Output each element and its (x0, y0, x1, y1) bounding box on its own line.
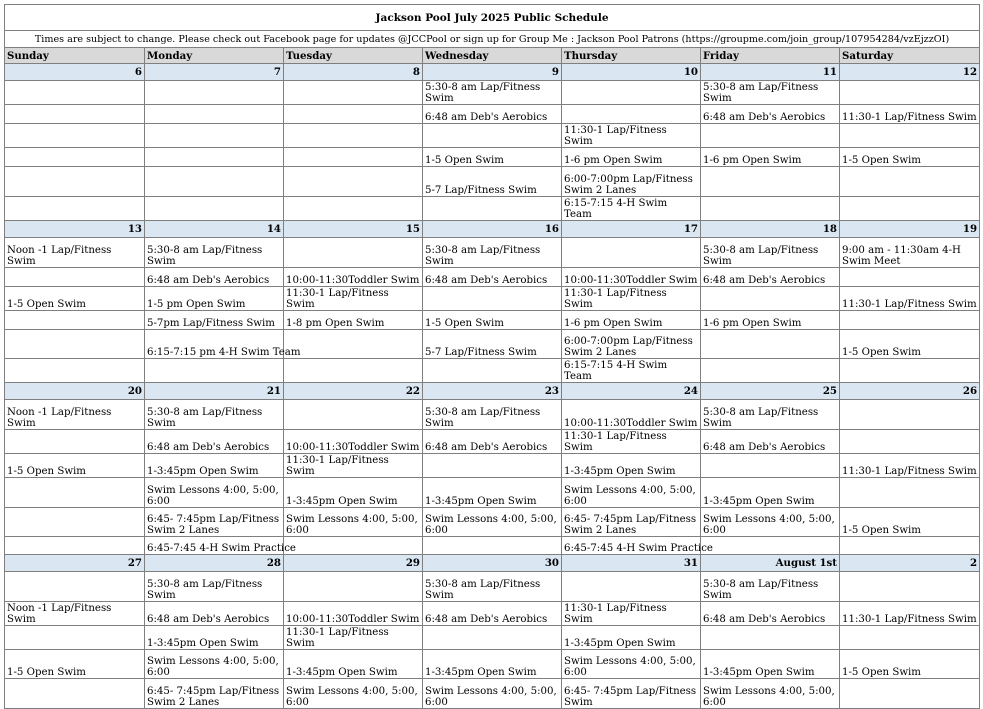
activity-cell-tuesday: 1-8 pm Open Swim (284, 311, 423, 330)
schedule-notice: Times are subject to change. Please check out Facebook page for updates @JCCPool or sign up for Group Me : Jackson Pool Patrons (https://groupme.com/join_group/107954284/vzEjzzOI) (5, 31, 980, 48)
activity-cell-saturday (840, 167, 980, 197)
activity-cell-friday (701, 454, 840, 478)
date-cell-monday: 7 (145, 64, 284, 81)
activity-cell-wednesday (423, 287, 562, 311)
activity-cell-wednesday: 1-5 Open Swim (423, 148, 562, 167)
activity-row (5, 679, 980, 709)
activity-cell-wednesday: Swim Lessons 4:00, 5:00, 6:00 (423, 679, 562, 709)
day-header-row (5, 48, 980, 64)
schedule-body (5, 5, 980, 709)
activity-cell-tuesday (284, 148, 423, 167)
activity-cell-friday: 5:30-8 am Lap/Fitness Swim (701, 400, 840, 430)
activity-row (5, 148, 980, 167)
activity-cell-sunday (5, 478, 145, 508)
date-cell-wednesday: 23 (423, 383, 562, 400)
activity-cell-sunday (5, 359, 145, 383)
activity-cell-monday (145, 81, 284, 105)
activity-row (5, 650, 980, 679)
activity-cell-thursday: 10:00-11:30Toddler Swim (562, 400, 701, 430)
activity-row (5, 330, 980, 359)
activity-cell-thursday: 1-6 pm Open Swim (562, 148, 701, 167)
activity-cell-sunday: Noon -1 Lap/Fitness Swim (5, 238, 145, 268)
activity-cell-saturday (840, 268, 980, 287)
activity-row (5, 400, 980, 430)
day-header-friday: Friday (701, 48, 840, 64)
activity-row (5, 602, 980, 626)
activity-cell-tuesday (284, 572, 423, 602)
activity-cell-sunday: 1-5 Open Swim (5, 454, 145, 478)
activity-cell-monday: 5-7pm Lap/Fitness Swim (145, 311, 284, 330)
activity-row (5, 287, 980, 311)
activity-row (5, 430, 980, 454)
activity-cell-monday: 1-5 pm Open Swim (145, 287, 284, 311)
day-header-tuesday: Tuesday (284, 48, 423, 64)
activity-cell-thursday (562, 105, 701, 124)
activity-cell-saturday (840, 679, 980, 709)
activity-cell-saturday: 1-5 Open Swim (840, 508, 980, 537)
schedule-table (4, 4, 980, 709)
activity-cell-monday (145, 105, 284, 124)
activity-cell-saturday (840, 626, 980, 650)
activity-row (5, 124, 980, 148)
activity-cell-friday: Swim Lessons 4:00, 5:00, 6:00 (701, 679, 840, 709)
activity-cell-wednesday: 1-5 Open Swim (423, 311, 562, 330)
activity-cell-thursday: 11:30-1 Lap/Fitness Swim (562, 602, 701, 626)
activity-cell-wednesday: 6:48 am Deb's Aerobics (423, 105, 562, 124)
activity-cell-sunday (5, 330, 145, 359)
date-cell-friday: 11 (701, 64, 840, 81)
activity-cell-sunday (5, 679, 145, 709)
activity-row (5, 268, 980, 287)
day-header-sunday: Sunday (5, 48, 145, 64)
activity-cell-wednesday: Swim Lessons 4:00, 5:00, 6:00 (423, 508, 562, 537)
date-cell-monday: 21 (145, 383, 284, 400)
activity-cell-saturday (840, 311, 980, 330)
activity-cell-sunday (5, 311, 145, 330)
activity-cell-sunday (5, 572, 145, 602)
activity-cell-monday: 1-3:45pm Open Swim (145, 626, 284, 650)
activity-cell-tuesday (284, 105, 423, 124)
activity-cell-friday (701, 537, 840, 555)
activity-cell-friday: 6:48 am Deb's Aerobics (701, 602, 840, 626)
date-cell-thursday: 24 (562, 383, 701, 400)
activity-cell-friday: 5:30-8 am Lap/Fitness Swim (701, 81, 840, 105)
activity-cell-tuesday: 11:30-1 Lap/Fitness Swim (284, 626, 423, 650)
activity-cell-sunday: Noon -1 Lap/Fitness Swim (5, 400, 145, 430)
activity-cell-thursday: Swim Lessons 4:00, 5:00, 6:00 (562, 650, 701, 679)
activity-row (5, 454, 980, 478)
activity-cell-monday (145, 148, 284, 167)
activity-cell-saturday (840, 430, 980, 454)
activity-cell-wednesday: 5:30-8 am Lap/Fitness Swim (423, 81, 562, 105)
activity-cell-thursday: 11:30-1 Lap/Fitness Swim (562, 287, 701, 311)
activity-cell-tuesday: 10:00-11:30Toddler Swim (284, 430, 423, 454)
activity-cell-saturday: 11:30-1 Lap/Fitness Swim (840, 454, 980, 478)
date-cell-thursday: 31 (562, 555, 701, 572)
activity-cell-saturday: 11:30-1 Lap/Fitness Swim (840, 602, 980, 626)
activity-cell-monday: Swim Lessons 4:00, 5:00, 6:00 (145, 478, 284, 508)
day-header-wednesday: Wednesday (423, 48, 562, 64)
activity-cell-saturday: 11:30-1 Lap/Fitness Swim (840, 287, 980, 311)
date-cell-saturday: 12 (840, 64, 980, 81)
date-cell-saturday: 2 (840, 555, 980, 572)
activity-cell-monday: Swim Lessons 4:00, 5:00, 6:00 (145, 650, 284, 679)
date-cell-friday: 18 (701, 221, 840, 238)
activity-cell-wednesday (423, 197, 562, 221)
activity-cell-friday (701, 287, 840, 311)
activity-cell-saturday: 1-5 Open Swim (840, 330, 980, 359)
activity-cell-sunday (5, 268, 145, 287)
date-row (5, 383, 980, 400)
activity-cell-wednesday: 6:48 am Deb's Aerobics (423, 268, 562, 287)
activity-cell-friday (701, 167, 840, 197)
activity-cell-sunday (5, 197, 145, 221)
date-cell-sunday: 6 (5, 64, 145, 81)
date-row (5, 64, 980, 81)
activity-cell-wednesday (423, 537, 562, 555)
activity-cell-friday: 1-3:45pm Open Swim (701, 478, 840, 508)
activity-cell-wednesday: 5:30-8 am Lap/Fitness Swim (423, 400, 562, 430)
activity-cell-friday: 1-3:45pm Open Swim (701, 650, 840, 679)
date-cell-saturday: 19 (840, 221, 980, 238)
activity-cell-friday (701, 197, 840, 221)
schedule-title: Jackson Pool July 2025 Public Schedule (5, 5, 980, 31)
activity-cell-sunday (5, 508, 145, 537)
activity-cell-friday: 6:48 am Deb's Aerobics (701, 105, 840, 124)
activity-cell-wednesday: 6:48 am Deb's Aerobics (423, 430, 562, 454)
day-header-saturday: Saturday (840, 48, 980, 64)
activity-cell-friday: 1-6 pm Open Swim (701, 311, 840, 330)
notice-row (5, 31, 980, 48)
activity-cell-wednesday: 1-3:45pm Open Swim (423, 478, 562, 508)
activity-cell-saturday (840, 197, 980, 221)
activity-cell-wednesday: 5-7 Lap/Fitness Swim (423, 167, 562, 197)
date-cell-tuesday: 29 (284, 555, 423, 572)
activity-cell-friday (701, 124, 840, 148)
activity-cell-saturday: 9:00 am - 11:30am 4-H Swim Meet (840, 238, 980, 268)
activity-cell-wednesday: 1-3:45pm Open Swim (423, 650, 562, 679)
activity-cell-thursday: 1-3:45pm Open Swim (562, 454, 701, 478)
activity-cell-tuesday: 11:30-1 Lap/Fitness Swim (284, 454, 423, 478)
activity-cell-monday: 6:15-7:15 pm 4-H Swim Team (145, 330, 284, 359)
activity-cell-sunday (5, 105, 145, 124)
date-cell-sunday: 27 (5, 555, 145, 572)
activity-cell-friday: 5:30-8 am Lap/Fitness Swim (701, 238, 840, 268)
activity-cell-tuesday (284, 400, 423, 430)
activity-cell-sunday (5, 167, 145, 197)
activity-cell-friday: 6:48 am Deb's Aerobics (701, 430, 840, 454)
activity-cell-sunday (5, 537, 145, 555)
activity-cell-thursday: 6:15-7:15 4-H Swim Team (562, 197, 701, 221)
activity-cell-monday: 6:48 am Deb's Aerobics (145, 602, 284, 626)
activity-cell-friday: 6:48 am Deb's Aerobics (701, 268, 840, 287)
activity-cell-tuesday: 10:00-11:30Toddler Swim (284, 268, 423, 287)
activity-cell-saturday (840, 478, 980, 508)
activity-cell-thursday: 6:00-7:00pm Lap/Fitness Swim 2 Lanes (562, 167, 701, 197)
activity-cell-tuesday: 11:30-1 Lap/Fitness Swim (284, 287, 423, 311)
activity-cell-thursday: 6:15-7:15 4-H Swim Team (562, 359, 701, 383)
activity-cell-wednesday: 6:48 am Deb's Aerobics (423, 602, 562, 626)
day-header-monday: Monday (145, 48, 284, 64)
activity-cell-tuesday: 1-3:45pm Open Swim (284, 478, 423, 508)
activity-cell-monday (145, 167, 284, 197)
date-row (5, 221, 980, 238)
activity-cell-tuesday (284, 359, 423, 383)
date-cell-wednesday: 16 (423, 221, 562, 238)
activity-cell-monday (145, 197, 284, 221)
activity-cell-thursday: 10:00-11:30Toddler Swim (562, 268, 701, 287)
activity-cell-wednesday: 5:30-8 am Lap/Fitness Swim (423, 572, 562, 602)
activity-cell-friday (701, 359, 840, 383)
activity-cell-monday: 6:48 am Deb's Aerobics (145, 268, 284, 287)
date-row (5, 555, 980, 572)
activity-cell-saturday (840, 572, 980, 602)
activity-cell-wednesday: 5-7 Lap/Fitness Swim (423, 330, 562, 359)
date-cell-friday: August 1st (701, 555, 840, 572)
date-cell-tuesday: 22 (284, 383, 423, 400)
activity-cell-thursday (562, 81, 701, 105)
activity-cell-tuesday: Swim Lessons 4:00, 5:00, 6:00 (284, 508, 423, 537)
activity-cell-wednesday (423, 626, 562, 650)
activity-cell-thursday (562, 572, 701, 602)
date-cell-monday: 14 (145, 221, 284, 238)
activity-cell-thursday: 1-6 pm Open Swim (562, 311, 701, 330)
activity-row (5, 626, 980, 650)
activity-cell-thursday: 6:00-7:00pm Lap/Fitness Swim 2 Lanes (562, 330, 701, 359)
activity-cell-wednesday (423, 359, 562, 383)
activity-cell-thursday: 11:30-1 Lap/Fitness Swim (562, 430, 701, 454)
activity-row (5, 311, 980, 330)
activity-cell-saturday (840, 81, 980, 105)
activity-cell-friday (701, 330, 840, 359)
activity-cell-thursday (562, 238, 701, 268)
activity-cell-monday (145, 124, 284, 148)
activity-cell-sunday (5, 626, 145, 650)
activity-cell-thursday: 6:45- 7:45pm Lap/Fitness Swim 2 Lanes (562, 508, 701, 537)
activity-cell-tuesday (284, 238, 423, 268)
date-cell-sunday: 20 (5, 383, 145, 400)
activity-cell-wednesday: 5:30-8 am Lap/Fitness Swim (423, 238, 562, 268)
activity-row (5, 81, 980, 105)
activity-row (5, 105, 980, 124)
activity-row (5, 238, 980, 268)
activity-cell-saturday (840, 537, 980, 555)
activity-cell-friday: Swim Lessons 4:00, 5:00, 6:00 (701, 508, 840, 537)
activity-cell-monday: 6:45- 7:45pm Lap/Fitness Swim 2 Lanes (145, 508, 284, 537)
date-cell-sunday: 13 (5, 221, 145, 238)
activity-cell-tuesday (284, 330, 423, 359)
activity-row (5, 508, 980, 537)
schedule-sheet (4, 4, 979, 708)
activity-cell-tuesday (284, 537, 423, 555)
date-cell-thursday: 17 (562, 221, 701, 238)
activity-cell-monday: 6:48 am Deb's Aerobics (145, 430, 284, 454)
activity-cell-monday (145, 359, 284, 383)
activity-cell-sunday (5, 148, 145, 167)
activity-cell-saturday: 11:30-1 Lap/Fitness Swim (840, 105, 980, 124)
activity-cell-monday: 5:30-8 am Lap/Fitness Swim (145, 400, 284, 430)
activity-cell-tuesday: 10:00-11:30Toddler Swim (284, 602, 423, 626)
day-header-thursday: Thursday (562, 48, 701, 64)
activity-cell-thursday: 6:45-7:45 4-H Swim Practice (562, 537, 701, 555)
date-cell-saturday: 26 (840, 383, 980, 400)
activity-cell-friday: 5:30-8 am Lap/Fitness Swim (701, 572, 840, 602)
activity-cell-saturday (840, 124, 980, 148)
date-cell-friday: 25 (701, 383, 840, 400)
activity-cell-sunday: 1-5 Open Swim (5, 650, 145, 679)
date-cell-tuesday: 8 (284, 64, 423, 81)
activity-cell-saturday (840, 400, 980, 430)
activity-cell-friday (701, 626, 840, 650)
activity-cell-thursday: Swim Lessons 4:00, 5:00, 6:00 (562, 478, 701, 508)
activity-cell-saturday (840, 359, 980, 383)
date-cell-wednesday: 30 (423, 555, 562, 572)
activity-cell-tuesday: 1-3:45pm Open Swim (284, 650, 423, 679)
activity-cell-sunday: Noon -1 Lap/Fitness Swim (5, 602, 145, 626)
activity-cell-thursday: 1-3:45pm Open Swim (562, 626, 701, 650)
activity-row (5, 359, 980, 383)
activity-cell-saturday: 1-5 Open Swim (840, 650, 980, 679)
activity-cell-thursday: 11:30-1 Lap/Fitness Swim (562, 124, 701, 148)
activity-cell-tuesday (284, 197, 423, 221)
activity-row (5, 478, 980, 508)
activity-cell-monday: 1-3:45pm Open Swim (145, 454, 284, 478)
activity-cell-saturday: 1-5 Open Swim (840, 148, 980, 167)
activity-cell-monday: 6:45-7:45 4-H Swim Practice (145, 537, 284, 555)
activity-cell-sunday: 1-5 Open Swim (5, 287, 145, 311)
activity-cell-monday: 5:30-8 am Lap/Fitness Swim (145, 238, 284, 268)
date-cell-monday: 28 (145, 555, 284, 572)
title-row (5, 5, 980, 31)
date-cell-thursday: 10 (562, 64, 701, 81)
activity-cell-tuesday: Swim Lessons 4:00, 5:00, 6:00 (284, 679, 423, 709)
activity-cell-wednesday (423, 124, 562, 148)
activity-row (5, 197, 980, 221)
activity-cell-friday: 1-6 pm Open Swim (701, 148, 840, 167)
activity-row (5, 537, 980, 555)
activity-cell-sunday (5, 81, 145, 105)
activity-cell-monday: 6:45- 7:45pm Lap/Fitness Swim 2 Lanes (145, 679, 284, 709)
activity-cell-sunday (5, 430, 145, 454)
activity-cell-tuesday (284, 167, 423, 197)
activity-cell-sunday (5, 124, 145, 148)
date-cell-wednesday: 9 (423, 64, 562, 81)
activity-cell-monday: 5:30-8 am Lap/Fitness Swim (145, 572, 284, 602)
activity-row (5, 167, 980, 197)
activity-cell-thursday: 6:45- 7:45pm Lap/Fitness Swim (562, 679, 701, 709)
activity-cell-tuesday (284, 81, 423, 105)
date-cell-tuesday: 15 (284, 221, 423, 238)
activity-cell-tuesday (284, 124, 423, 148)
activity-cell-wednesday (423, 454, 562, 478)
activity-row (5, 572, 980, 602)
